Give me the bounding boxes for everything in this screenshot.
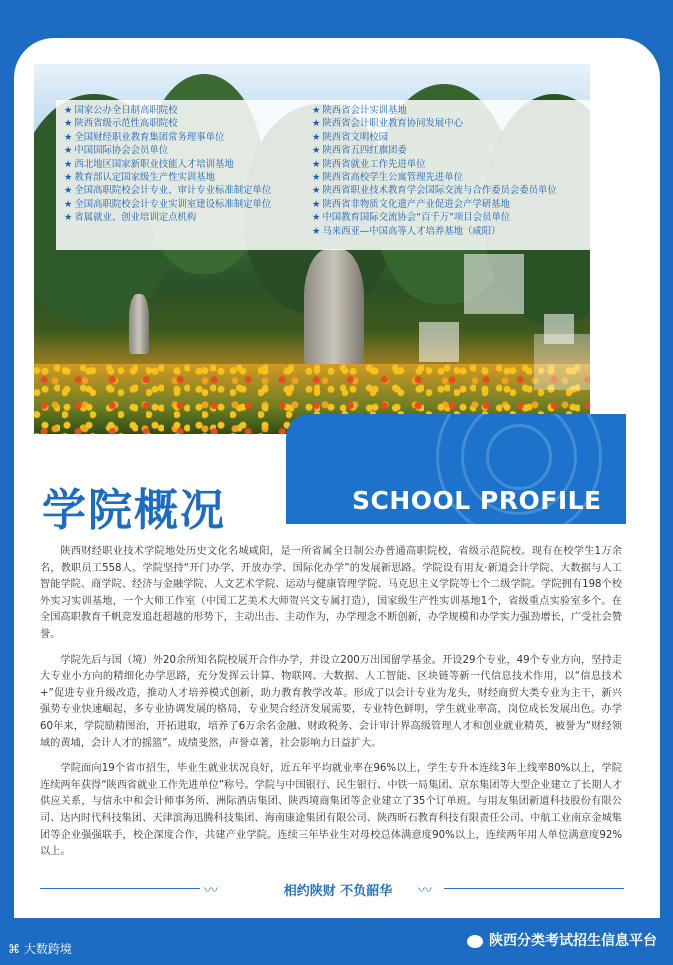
star-icon: ★ <box>64 131 73 143</box>
award-item: ★ 教育部认定国家级生产性实训基地 <box>64 172 216 184</box>
profile-body <box>40 544 622 870</box>
award-item: ★ 陕西省职业技术教育学会国际交流与合作委员会委员单位 <box>312 185 557 197</box>
star-icon: ★ <box>64 118 73 130</box>
award-item: ★ 陕西省会计职业教育协同发展中心 <box>312 118 464 130</box>
divider-left <box>40 888 200 889</box>
award-item: ★ 陕西省文明校园 <box>312 131 389 143</box>
awards-list-right <box>312 104 602 238</box>
watermark-source: ⌘ 大数跨境 <box>8 942 72 956</box>
awards-list-left <box>64 104 314 225</box>
award-item: ★ 马来西亚—中国高等人才培养基地（咸阳） <box>312 225 501 237</box>
wechat-icon <box>467 935 483 948</box>
star-icon: ★ <box>312 172 321 184</box>
award-item: ★ 陕西省级示范性高职院校 <box>64 118 178 130</box>
star-icon: ★ <box>312 131 321 143</box>
award-item: ★ 陕西省高校学生公寓管理先进单位 <box>312 172 464 184</box>
star-icon: ★ <box>64 158 73 170</box>
star-icon: ★ <box>64 145 73 157</box>
award-item: ★ 陕西省非物质文化遗产产业促进会产学研基地 <box>312 198 510 210</box>
award-item: ★ 陕西省会计实训基地 <box>312 105 407 116</box>
paragraph: 陕西财经职业技术学院地处历史文化名城咸阳，是一所省属全日制公办普通高职院校，省级示范院校。现有在校学生1万余名，教职员工558人。学院坚持“开门办学、开放办学、国际化办学”的发展新思路。学院设有用友·新道会计学院、大数据与人工智能学院、商学院、经济与金融学院、人文艺术学院、运动与健康管理学院、马克思主义学院等七个二级学院。学院拥有198个校外实习实训基地，一个大师工作室（中国工艺美术大师贺兴文专属打造），国家级生产性实训基地1个，省级重点实验室多个。在全国高职教育千帆竞发追赶超越的形势下，主动出击、主动作为，办学理念不断创新，办学规模和办学实力强劲增长，广受社会赞誉。 <box>40 546 622 640</box>
award-item: ★ 陕西省就业工作先进单位 <box>312 158 426 170</box>
star-icon: ★ <box>312 185 321 197</box>
star-icon: ★ <box>312 198 321 210</box>
award-item: ★ 全国高职院校会计专业、审计专业标准制定单位 <box>64 185 272 197</box>
award-item: ★ 省属就业、创业培训定点机构 <box>64 212 197 224</box>
star-icon: ★ <box>312 212 321 224</box>
wechat-account-label: 陕西分类考试招生信息平台 <box>467 930 657 950</box>
award-item: ★ 全国高职院校会计专业实训室建设标准制定单位 <box>64 198 272 210</box>
award-item: ★ 全国财经职业教育集团常务理事单位 <box>64 131 225 143</box>
wing-right-icon: 〰 <box>418 883 432 899</box>
star-icon: ★ <box>64 212 73 224</box>
slogan: 相约陕财 不负韶华 <box>283 884 393 899</box>
award-item: ★ 中国国际协会会员单位 <box>64 145 169 157</box>
star-icon: ★ <box>312 158 321 170</box>
page-title-cn: 学院概况 <box>42 485 226 536</box>
page-title-en: SCHOOL PROFILE <box>352 486 602 515</box>
star-icon: ★ <box>64 185 73 197</box>
divider-right <box>444 888 624 889</box>
star-icon: ★ <box>312 105 321 116</box>
star-icon: ★ <box>64 172 73 184</box>
star-icon: ★ <box>64 105 73 116</box>
wing-left-icon: 〰 <box>204 883 218 899</box>
award-item: ★ 陕西省五四红旗团委 <box>312 145 407 157</box>
paragraph: 学院面向19个省市招生，毕业生就业状况良好，近五年平均就业率在96%以上，学生专升本连续3年上线率80%以上，学院连续两年获得“陕西省就业工作先进单位”称号。学院与中国银行、民生银行、中铁一局集团、京东集团等大型企业建立了长期人才供应关系，与信永中和会计师事务所、洲际酒店集团、陕西境商集团等企业建立了35个订单班。与用友集团新道科技股份有限公司、达内时代科技集团、天津滨海迅腾科技集团、海南康途集团有限公司、陕西昕石教育科技有限责任公司、中航工业南京金城集团等企业强强联手，校企深度合作，共建产业学院。连续三年毕业生对母校总体满意度90%以上，连续两年用人单位满意度92%以上。 <box>40 763 622 858</box>
award-item: ★ 国家公办全日制高职院校 <box>64 105 178 116</box>
star-icon: ★ <box>64 198 73 210</box>
star-icon: ★ <box>312 145 321 157</box>
paragraph: 学院先后与国（境）外20余所知名院校展开合作办学，并设立200万出国留学基金。开设29个专业，49个专业方向，坚持走大专业小方向的精细化办学思路，充分发挥云计算、物联网、大数据、人工智能、区块链等新一代信息技术作用，以“信息技术+”促进专业升级改造，推动人才培养模式创新，助力教育教学改革。形成了以会计专业为龙头，财经商贸大类专业为主干，新兴强势专业快速崛起，多专业协调发展的格局，专业契合经济发展需要，专业特色鲜明，学生就业率高，岗位成长发展出色。办学60年来，学院励精图治，开拓进取，培养了6万余名金融、财政税务、会计审计界高级管理人才和创业就业精英，被誉为“财经领域的黄埔，会计人才的摇篮”。成绩斐然，声誉卓著，社会影响力日益扩大。 <box>40 654 622 749</box>
award-item: ★ 中国教育国际交流协会“百千万”项目会员单位 <box>312 212 511 224</box>
star-icon: ★ <box>312 225 321 237</box>
watermark-logo-icon: ⌘ <box>8 942 24 956</box>
star-icon: ★ <box>312 118 321 130</box>
award-item: ★ 西北地区国家新职业技能人才培训基地 <box>64 158 234 170</box>
